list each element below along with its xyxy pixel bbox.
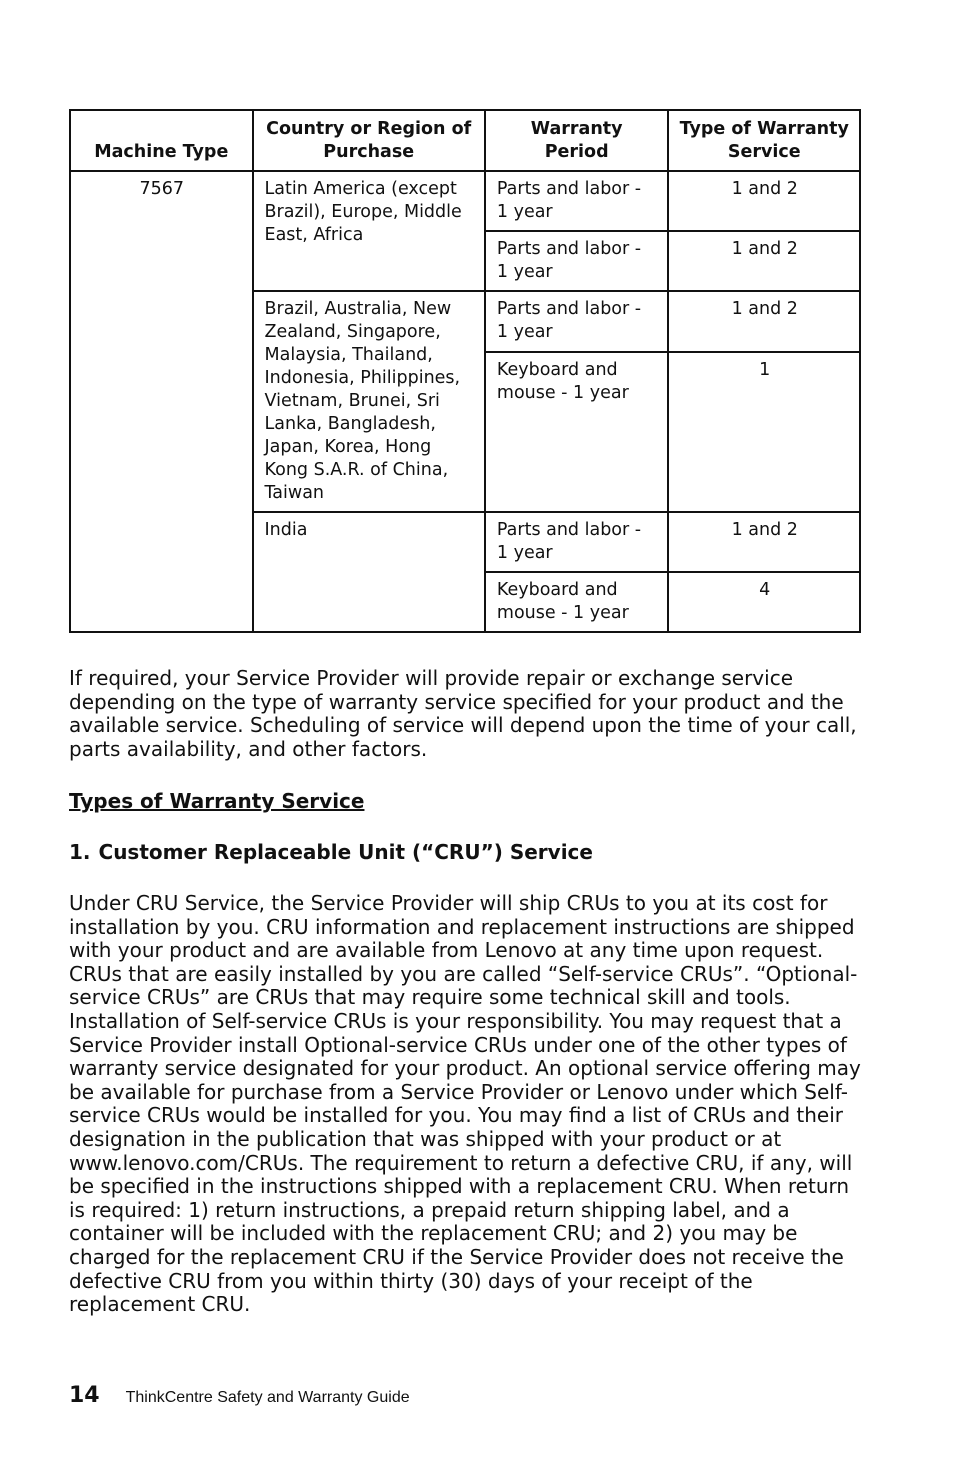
- subsection-heading: [69, 840, 593, 864]
- header-warranty-period: Warranty Period: [485, 110, 669, 171]
- country-cell: Brazil, Australia, New Zealand, Singapore, Malaysia, Thailand, Indonesia, Philippines, Vietnam, Brunei, Sri Lanka, Bangladesh, Japan, Korea, Hong Kong S.A.R. of China, Taiwan: [253, 291, 485, 512]
- table-header-row: [70, 110, 860, 171]
- warranty-type-cell: 4: [668, 572, 860, 632]
- warranty-period-cell: Parts and labor - 1 year: [485, 171, 669, 231]
- section-heading: Types of Warranty Service: [69, 789, 365, 813]
- header-country: Country or Region of Purchase: [253, 110, 485, 171]
- warranty-type-cell: 1: [668, 352, 860, 512]
- cru-paragraph: Under CRU Service, the Service Provider will ship CRUs to you at its cost for installation by you. CRU information and replacement instructions are shipped with your product and are available from Lenovo at any time upon request. CRUs that are easily installed by you are called “Self-service CRUs”. “Optional-service CRUs” are CRUs that may require some technical skill and tools. Installation of Self-service CRUs is your responsibility. You may request that a Service Provider install Optional-service CRUs under one of the other types of warranty service designated for your product. An optional service offering may be available for purchase from a Service Provider or Lenovo under which Self-service CRUs would be installed for you. You may find a list of CRUs and their designation in the publication that was shipped with your product or at www.lenovo.com/CRUs. The requirement to return a defective CRU, if any, will be specified in the instructions shipped with a replacement CRU. When return is required: 1) return instructions, a prepaid return shipping label, and a container will be included with the replacement CRU; and 2) you may be charged for the replacement CRU if the Service Provider does not receive the defective CRU from you within thirty (30) days of your receipt of the replacement CRU.: [69, 891, 861, 1317]
- country-cell: Latin America (except Brazil), Europe, Middle East, Africa: [253, 171, 485, 291]
- warranty-type-cell: 1 and 2: [668, 291, 860, 352]
- page-footer: [69, 1383, 410, 1408]
- page-number: 14: [69, 1383, 100, 1408]
- warranty-period-cell: Parts and labor - 1 year: [485, 291, 669, 352]
- warranty-type-cell: 1 and 2: [668, 512, 860, 572]
- warranty-type-cell: 1 and 2: [668, 231, 860, 291]
- running-title: ThinkCentre Safety and Warranty Guide: [125, 1389, 410, 1406]
- table-row: [70, 171, 860, 231]
- warranty-type-cell: 1 and 2: [668, 171, 860, 231]
- subsection-title: Customer Replaceable Unit (“CRU”) Service: [98, 840, 593, 864]
- warranty-period-cell: Parts and labor - 1 year: [485, 231, 669, 291]
- country-cell: India: [253, 512, 485, 632]
- machine-type-cell: 7567: [70, 171, 253, 632]
- subsection-number: 1.: [69, 840, 91, 864]
- header-warranty-type: Type of Warranty Service: [668, 110, 860, 171]
- warranty-table: [69, 109, 861, 633]
- warranty-period-cell: Keyboard and mouse - 1 year: [485, 352, 669, 512]
- warranty-period-cell: Keyboard and mouse - 1 year: [485, 572, 669, 632]
- intro-paragraph: If required, your Service Provider will provide repair or exchange service depending on the type of warranty service specified for your product and the available service. Scheduling of service will depend upon the time of your call, parts availability, and other factors.: [69, 666, 857, 761]
- header-machine-type: Machine Type: [70, 110, 253, 171]
- warranty-period-cell: Parts and labor - 1 year: [485, 512, 669, 572]
